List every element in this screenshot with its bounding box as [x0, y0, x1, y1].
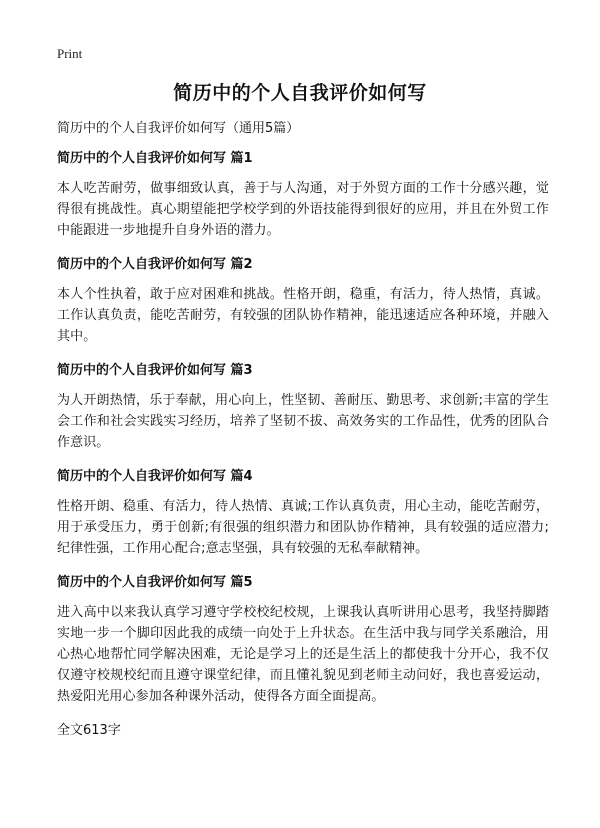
word-count: 全文613字: [57, 723, 121, 738]
section-body: 性格开朗、稳重、有活力，待人热情、真诚;工作认真负责，用心主动，能吃苦耐劳，用于承受压力，勇于创新;有很强的组织潜力和团队协作精神，具有较强的适应潜力;纪律性强，工作用心配合;意志坚强，具有较强的无私奉献精神。: [57, 499, 549, 556]
section-body: 进入高中以来我认真学习遵守学校校纪校规，上课我认真听讲用心思考，我坚持脚踏实地一步一个脚印因此我的成绩一向处于上升状态。在生活中我与同学关系融洽，用心热心地帮忙同学解决困难，无论是学习上的还是生活上的都使我十分开心，我不仅仅遵守校规校纪而且遵守课堂纪律，而且懂礼貌见到老师主动问好，我也喜爱运动，热爱阳光用心参加各种课外活动，使得各方面全面提高。: [57, 605, 549, 704]
print-link[interactable]: Print: [57, 46, 83, 61]
section-1: [57, 149, 549, 241]
section-5: [57, 573, 549, 707]
section-body: 为人开朗热情，乐于奉献，用心向上，性坚韧、善耐压、勤思考、求创新;丰富的学生会工作和社会实践实习经历，培养了坚韧不拔、高效务实的工作品性，优秀的团队合作意识。: [57, 393, 549, 450]
section-heading: 简历中的个人自我评价如何写 篇1: [57, 151, 253, 166]
document-content: [57, 119, 549, 741]
section-body: 本人吃苦耐劳，做事细致认真，善于与人沟通，对于外贸方面的工作十分感兴趣，觉得很有挑战性。真心期望能把学校学到的外语技能得到很好的应用，并且在外贸工作中能跟进一步地提升自身外语的潜力。: [57, 181, 549, 238]
document-subtitle: 简历中的个人自我评价如何写（通用5篇）: [57, 121, 300, 136]
section-4: [57, 467, 549, 559]
section-heading: 简历中的个人自我评价如何写 篇4: [57, 469, 253, 484]
section-heading: 简历中的个人自我评价如何写 篇2: [57, 257, 253, 272]
section-2: [57, 255, 549, 347]
section-3: [57, 361, 549, 453]
page-title: 简历中的个人自我评价如何写: [173, 82, 427, 104]
section-heading: 简历中的个人自我评价如何写 篇3: [57, 363, 253, 378]
section-heading: 简历中的个人自我评价如何写 篇5: [57, 575, 253, 590]
section-body: 本人个性执着，敢于应对困难和挑战。性格开朗，稳重，有活力，待人热情，真诚。工作认真负责，能吃苦耐劳，有较强的团队协作精神，能迅速适应各种环境，并融入其中。: [57, 287, 549, 344]
